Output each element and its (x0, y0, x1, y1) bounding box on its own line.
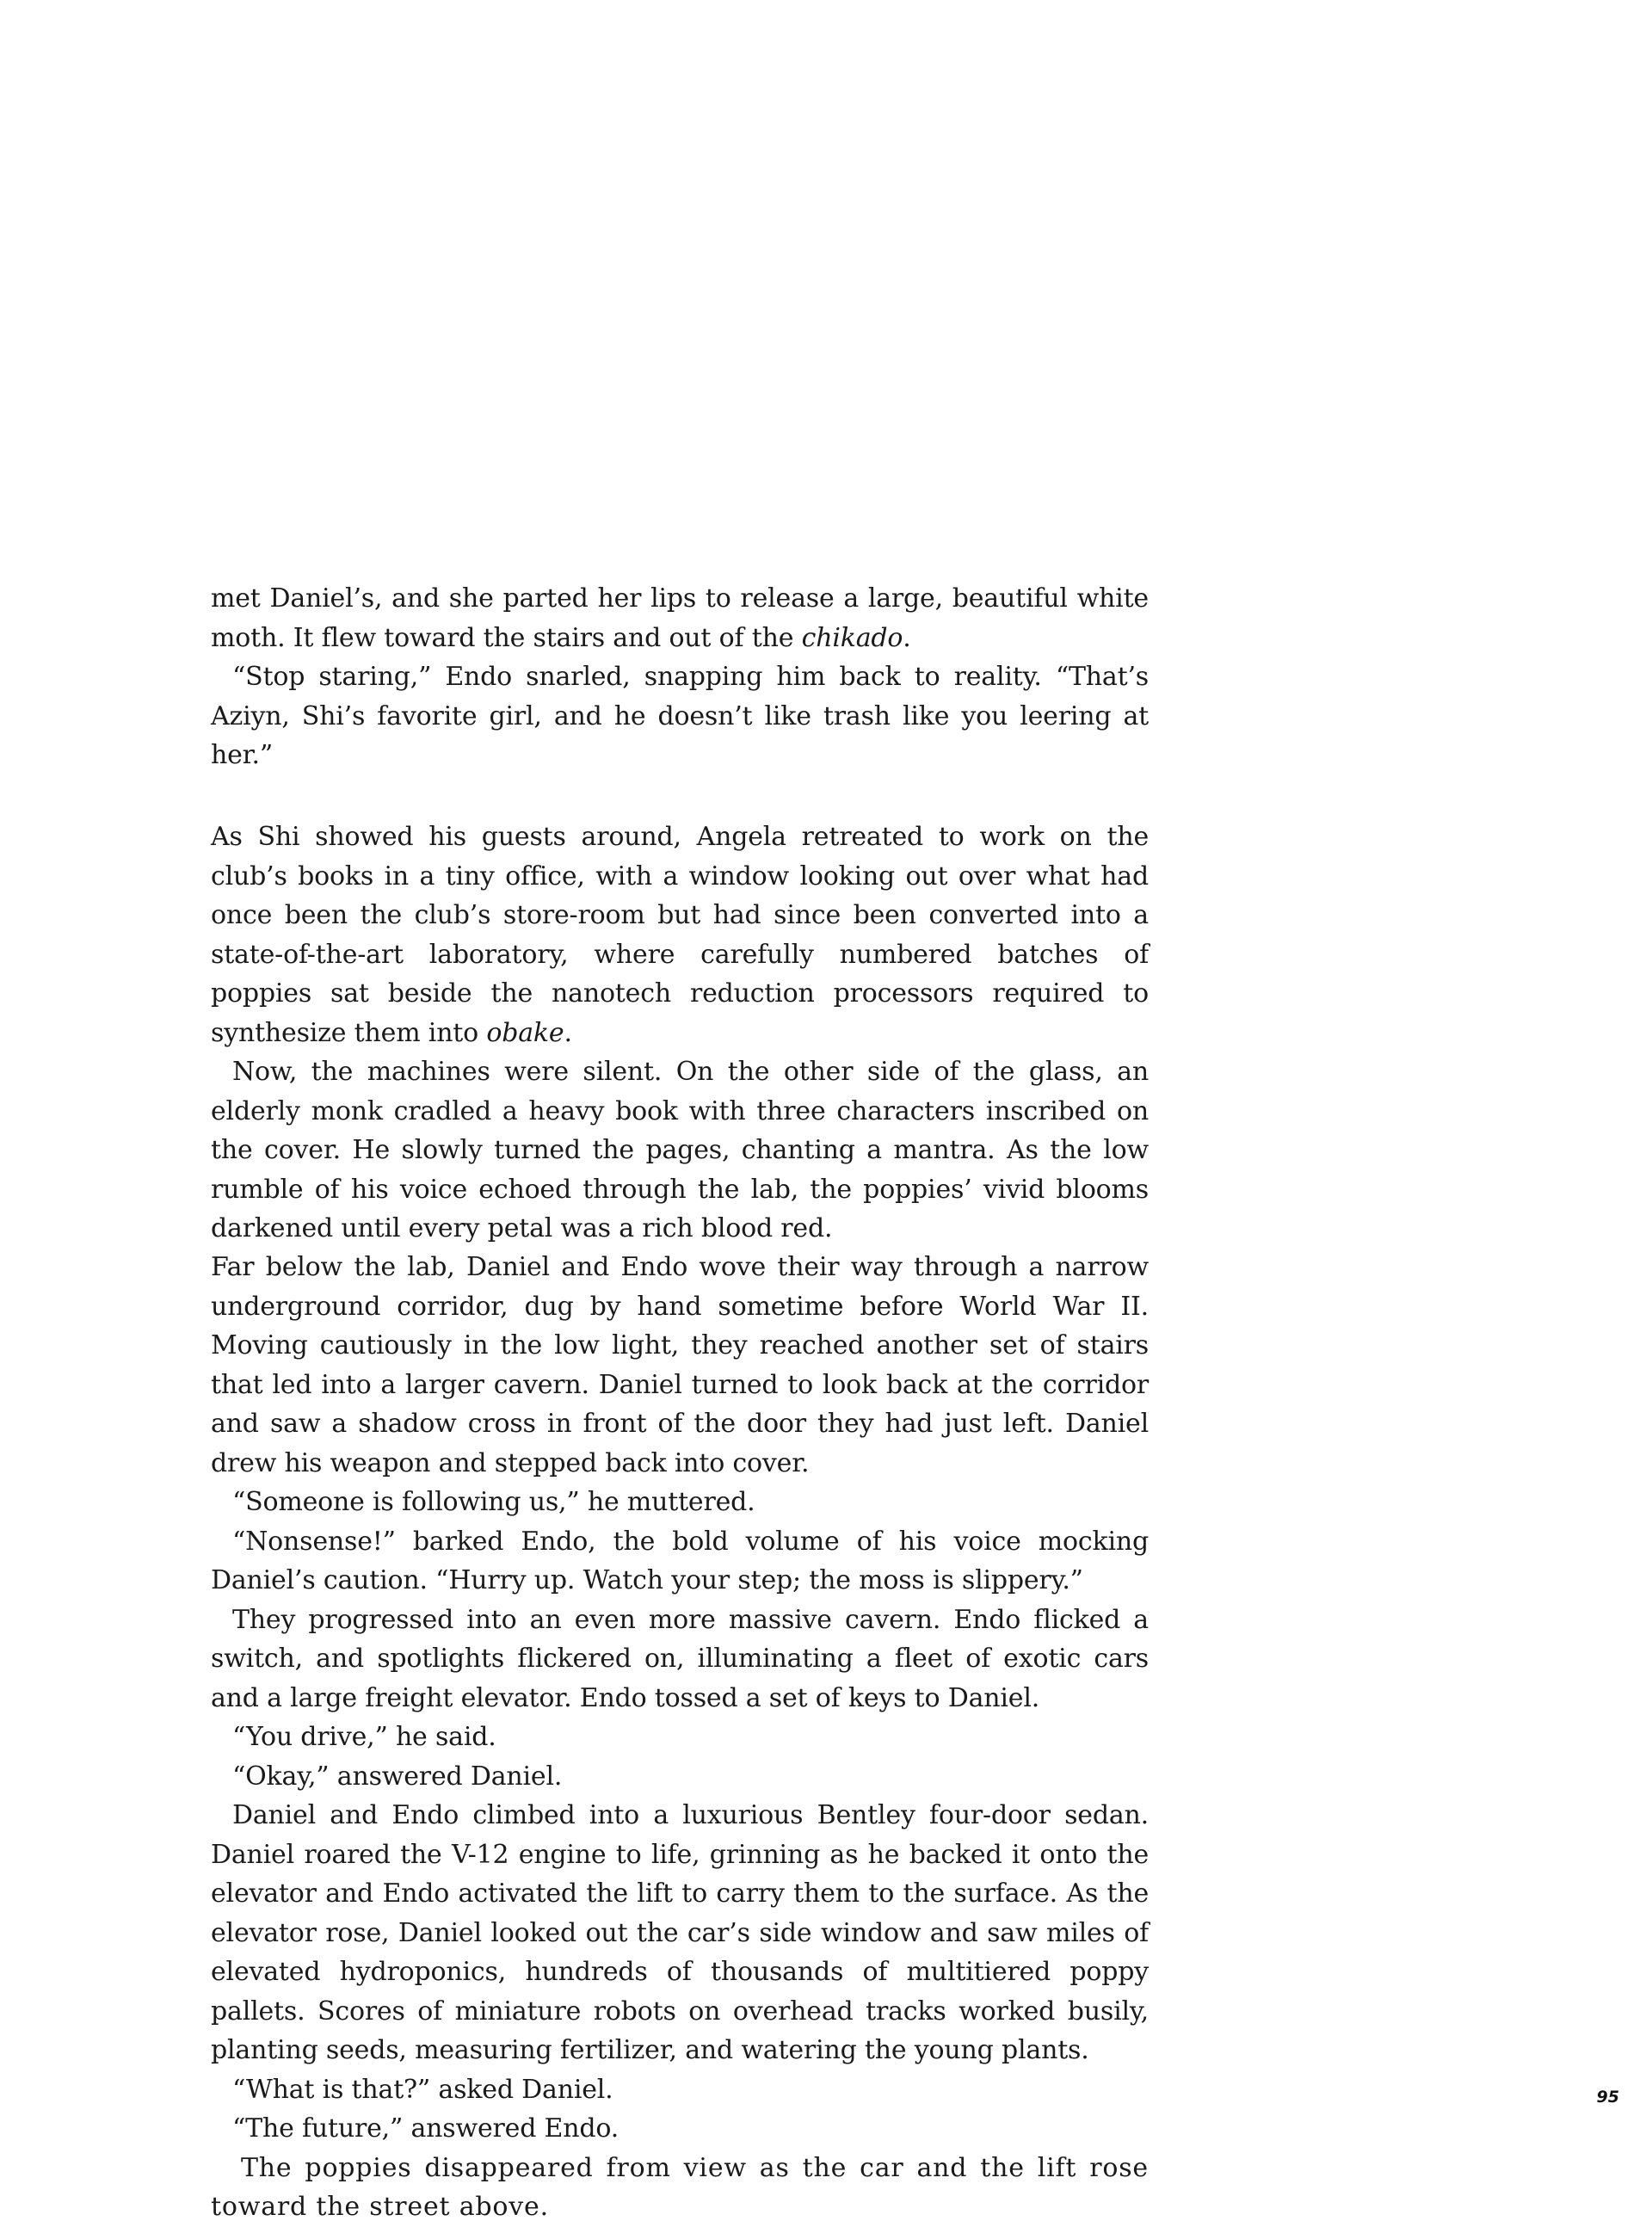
paragraph: The poppies disappeared from view as the car and the lift rose toward the street above. (211, 2152, 1149, 2222)
text-block-3 (211, 1248, 1149, 2227)
paragraph: They progressed into an even more massive cavern. Endo flicked a switch, and spotlights flickered on, illuminating a fleet of exotic cars and a large freight elevator. Endo tossed a set of keys to Daniel. (211, 1604, 1149, 1713)
paragraph: “Someone is following us,” he muttered. (232, 1487, 755, 1517)
paragraph: Far below the lab, Daniel and Endo wove their way through a narrow underground corridor, dug by hand sometime before World War II. Moving cautiously in the low light, they reached another set of stairs that led into a larger cavern. Daniel turned to look back at the corridor and saw a shadow cross in front of the door they had just left. Daniel drew his weapon and stepped back into cover. (211, 1252, 1149, 1478)
paragraph: “What is that?” asked Daniel. (232, 2074, 613, 2105)
italic-term: chikado (801, 622, 903, 653)
paragraph: met Daniel’s, and she parted her lips to release a large, beautiful white moth. It flew toward the stairs and out of the chikado. (211, 583, 1149, 653)
paragraph: “The future,” answered Endo. (232, 2113, 620, 2144)
paragraph: Daniel and Endo climbed into a luxurious Bentley four-door sedan. Daniel roared the V-12 engine to life, grinning as he backed it onto the elevator and Endo activated the lift to carry them to the surface. As the elevator rose, Daniel looked out the car’s side window and saw miles of elevated hydroponics, hundreds of thousands of multitiered poppy pallets. Scores of miniature robots on overhead tracks worked busily, planting seeds, measuring fertilizer, and watering the young plants. (211, 1800, 1149, 2065)
paragraph: “You drive,” he said. (232, 1722, 496, 1752)
text-block-1 (211, 579, 1149, 775)
paragraph: “Nonsense!” barked Endo, the bold volume of his voice mocking Daniel’s caution. “Hurry up. Watch your step; the moss is slippery.” (211, 1526, 1149, 1595)
paragraph: Now, the machines were silent. On the other side of the glass, an elderly monk cradled a heavy book with three characters inscribed on the cover. He slowly turned the pages, chanting a mantra. As the low rumble of his voice echoed through the lab, the poppies’ vivid blooms darkened until every petal was a rich blood red. (211, 1057, 1149, 1243)
paragraph: “Okay,” answered Daniel. (232, 1761, 563, 1792)
text-block-2 (211, 817, 1149, 1249)
italic-term: obake (486, 1017, 564, 1048)
paragraph: As Shi showed his guests around, Angela retreated to work on the club’s books in a tiny office, with a window looking out over what had once been the club’s store-room but had since been converted into a state-of-the-art laboratory, where carefully numbered batches of poppies sat beside the nanotech reduction processors required to synthesize them into obake. (211, 822, 1149, 1048)
paragraph: “Stop staring,” Endo snarled, snapping him back to reality. “That’s Aziyn, Shi’s favorite girl, and he doesn’t like trash like you leering at her.” (211, 662, 1149, 770)
page-number: 95 (1596, 2088, 1619, 2107)
